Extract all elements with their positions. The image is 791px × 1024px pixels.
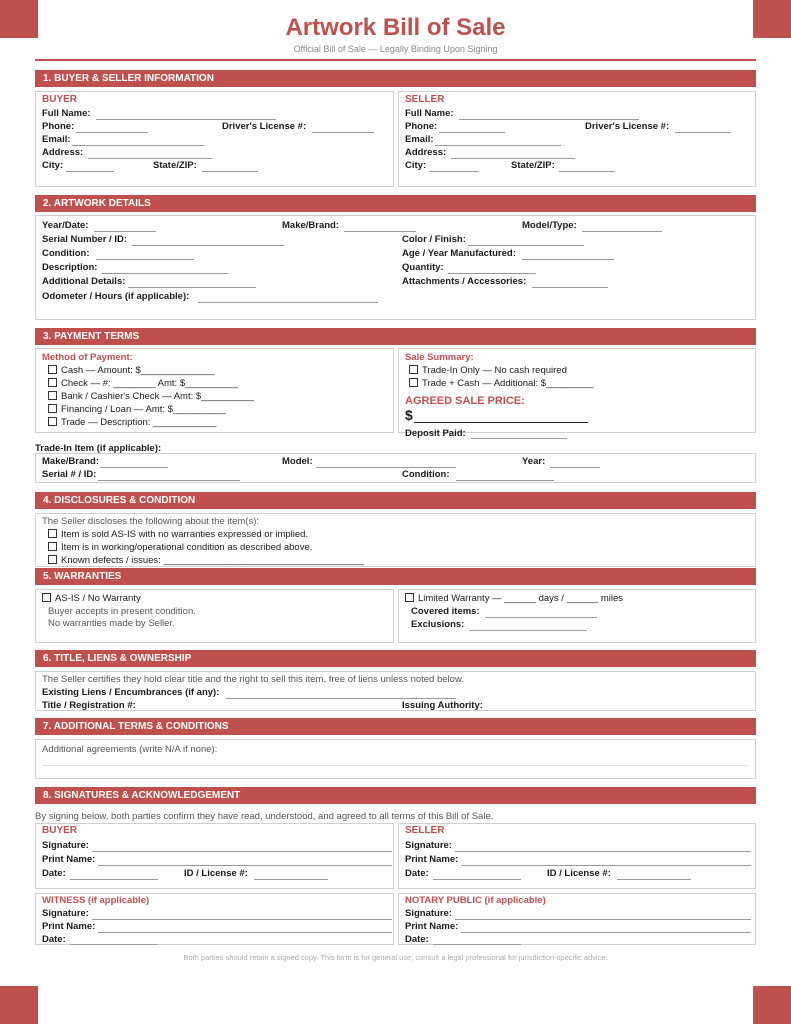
serial-number-field[interactable] (132, 245, 284, 246)
odometer-field[interactable] (198, 302, 378, 303)
seller-id-license-label: ID / License #: (547, 868, 611, 879)
seller-license-label: Driver's License #: (585, 121, 670, 132)
artwork-details-box (35, 215, 756, 320)
seller-id-license-field[interactable] (617, 879, 691, 880)
age-label: Age / Year Manufactured: (402, 248, 516, 259)
seller-city-label: City: (405, 160, 427, 171)
seller-signature-field[interactable] (455, 851, 751, 852)
year-date-field[interactable] (94, 231, 156, 232)
buyer-heading: BUYER (42, 94, 78, 105)
seller-phone-field[interactable] (439, 132, 505, 133)
corner-decoration-bottom-right (753, 986, 791, 1024)
witness-signature-field[interactable] (92, 919, 392, 920)
buyer-email-field[interactable] (72, 145, 204, 146)
section-header-artwork: 2. ARTWORK DETAILS (35, 195, 756, 212)
buyer-id-license-field[interactable] (254, 879, 328, 880)
seller-full-name-field[interactable] (459, 119, 639, 120)
method-heading: Method of Payment: (42, 352, 133, 363)
seller-city-field[interactable] (429, 171, 479, 172)
title-liens-box (35, 671, 756, 711)
witness-date-field[interactable] (70, 944, 158, 945)
trade-in-year-field[interactable] (550, 467, 600, 468)
buyer-city-label: City: (42, 160, 64, 171)
buyer-license-label: Driver's License #: (222, 121, 307, 132)
title-rule (35, 59, 756, 61)
cash-checkbox[interactable] (48, 365, 57, 374)
limited-warranty-checkbox[interactable] (405, 593, 414, 602)
buyer-signature-heading: BUYER (42, 825, 78, 836)
seller-signature-box (398, 823, 756, 889)
working-checkbox[interactable] (48, 542, 57, 551)
quantity-field[interactable] (448, 273, 536, 274)
trade-in-box (35, 453, 756, 483)
color-finish-label: Color / Finish: (402, 234, 466, 245)
seller-license-field[interactable] (675, 132, 731, 133)
as-is-warranty-option[interactable] (42, 593, 141, 604)
existing-liens-field[interactable] (226, 698, 456, 699)
no-warranty-box (35, 589, 394, 643)
payment-financing-option[interactable] (48, 404, 226, 415)
exclusions-field[interactable] (469, 630, 587, 631)
buyer-address-label: Address: (42, 147, 84, 158)
buyer-date-field[interactable] (70, 879, 158, 880)
existing-liens-label: Existing Liens / Encumbrances (if any): (42, 687, 220, 698)
witness-date-label: Date: (42, 934, 66, 945)
trade-cash-option[interactable] (409, 378, 594, 389)
buyer-signature-label: Signature: (42, 840, 89, 851)
financing-checkbox[interactable] (48, 404, 57, 413)
witness-print-name-field[interactable] (98, 932, 392, 933)
cash-label: Cash — Amount: $______________ (61, 365, 215, 376)
buyer-print-name-field[interactable] (98, 865, 392, 866)
seller-date-field[interactable] (433, 879, 521, 880)
additional-terms-box (35, 739, 756, 779)
registration-label: Title / Registration #: (42, 700, 136, 711)
witness-box (35, 893, 394, 945)
condition-label: Condition: (42, 248, 90, 259)
seller-signature-label: Signature: (405, 840, 452, 851)
limited-warranty-option[interactable] (405, 593, 623, 604)
serial-number-label: Serial Number / ID: (42, 234, 127, 245)
as-is-warranty-checkbox[interactable] (42, 593, 51, 602)
trade-in-only-checkbox[interactable] (409, 365, 418, 374)
sale-summary-box (398, 348, 756, 439)
trade-cash-label: Trade + Cash — Additional: $_________ (422, 378, 594, 389)
section-header-signatures: 8. SIGNATURES & ACKNOWLEDGEMENT (35, 787, 756, 804)
trade-in-make-field[interactable] (100, 467, 168, 468)
additional-terms-prompt: Additional agreements (write N/A if none): (42, 744, 218, 755)
notary-print-name-label: Print Name: (405, 921, 459, 932)
seller-info-box (398, 91, 756, 187)
make-brand-field[interactable] (344, 231, 416, 232)
trade-in-condition-field[interactable] (456, 480, 554, 481)
seller-date-label: Date: (405, 868, 429, 879)
buyer-state-zip-label: State/ZIP: (153, 160, 197, 171)
buyer-email-label: Email: (42, 134, 71, 145)
defects-disclosure-label: Known defects / issues: ______________________________________ (61, 555, 365, 566)
financing-label: Financing / Loan — Amt: $__________ (61, 404, 226, 415)
attachments-label: Attachments / Accessories: (402, 276, 527, 287)
title-certification-text: The Seller certifies they hold clear title and the right to sell this item, free of liens unless noted below. (42, 674, 464, 685)
witness-signature-label: Signature: (42, 908, 89, 919)
signature-intro: By signing below, both parties confirm they have read, understood, and agreed to all terms of this Bill of Sale. (35, 811, 494, 822)
notary-date-label: Date: (405, 934, 429, 945)
trade-in-model-field[interactable] (316, 467, 456, 468)
seller-print-name-label: Print Name: (405, 854, 459, 865)
issuing-authority-label: Issuing Authority: (402, 700, 483, 711)
section-header-disclosures: 4. DISCLOSURES & CONDITION (35, 492, 756, 509)
no-warranties-text: No warranties made by Seller. (48, 618, 175, 629)
agreed-price-field[interactable] (414, 422, 588, 423)
buyer-signature-box (35, 823, 394, 889)
quantity-label: Quantity: (402, 262, 444, 273)
section-header-payment: 3. PAYMENT TERMS (35, 328, 756, 345)
additional-details-label: Additional Details: (42, 276, 126, 287)
notary-heading: NOTARY PUBLIC (if applicable) (405, 895, 546, 906)
sale-summary-heading: Sale Summary: (405, 352, 474, 363)
disclosures-box (35, 513, 756, 567)
payment-cash-option[interactable] (48, 365, 215, 376)
notary-signature-field[interactable] (455, 919, 751, 920)
trade-in-serial-label: Serial # / ID: (42, 469, 97, 480)
year-date-label: Year/Date: (42, 220, 89, 231)
as-is-checkbox[interactable] (48, 529, 57, 538)
payment-trade-option[interactable] (48, 417, 216, 428)
make-brand-label: Make/Brand: (282, 220, 340, 231)
trade-in-item-label: Trade-In Item (if applicable): (35, 443, 162, 454)
notary-box (398, 893, 756, 945)
condition-field[interactable] (96, 259, 194, 260)
buyer-id-license-label: ID / License #: (184, 868, 248, 879)
buyer-license-field[interactable] (312, 132, 374, 133)
seller-state-zip-label: State/ZIP: (511, 160, 555, 171)
trade-in-make-label: Make/Brand: (42, 456, 100, 467)
trade-in-serial-field[interactable] (98, 480, 240, 481)
covered-items-field[interactable] (485, 617, 597, 618)
witness-print-name-label: Print Name: (42, 921, 96, 932)
deposit-label: Deposit Paid: (405, 428, 466, 439)
buyer-accepts-text: Buyer accepts in present condition. (48, 606, 196, 617)
as-is-disclosure-label: Item is sold AS-IS with no warranties expressed or implied. (61, 529, 309, 540)
trade-checkbox[interactable] (48, 417, 57, 426)
age-field[interactable] (522, 259, 614, 260)
additional-details-field[interactable] (128, 287, 256, 288)
deposit-field[interactable] (471, 438, 567, 439)
seller-address-field[interactable] (451, 158, 575, 159)
seller-address-label: Address: (405, 147, 447, 158)
working-disclosure-label: Item is in working/operational condition as described above. (61, 542, 313, 553)
color-finish-field[interactable] (468, 245, 584, 246)
buyer-phone-label: Phone: (42, 121, 75, 132)
buyer-full-name-field[interactable] (96, 119, 276, 120)
footer-disclaimer: Both parties should retain a signed copy. This form is for general use; consult a legal professional for jurisdiction-specific advice. (183, 953, 608, 962)
trade-in-only-label: Trade-In Only — No cash required (422, 365, 567, 376)
buyer-signature-field[interactable] (92, 851, 392, 852)
payment-method-box (35, 348, 394, 433)
seller-email-label: Email: (405, 134, 434, 145)
check-checkbox[interactable] (48, 378, 57, 387)
notary-print-name-field[interactable] (461, 932, 751, 933)
notary-date-field[interactable] (433, 944, 521, 945)
model-type-label: Model/Type: (522, 220, 577, 231)
seller-signature-heading: SELLER (405, 825, 445, 836)
buyer-info-box (35, 91, 394, 187)
seller-full-name-label: Full Name: (405, 108, 454, 119)
section-header-parties: 1. BUYER & SELLER INFORMATION (35, 70, 756, 87)
limited-warranty-label: Limited Warranty — ______ days / ______ miles (418, 593, 624, 604)
payment-bank-option[interactable] (48, 391, 254, 402)
buyer-print-name-label: Print Name: (42, 854, 96, 865)
defects-disclosure-option[interactable] (48, 555, 364, 566)
trade-in-condition-label: Condition: (402, 469, 450, 480)
limited-warranty-box (398, 589, 756, 643)
seller-heading: SELLER (405, 94, 445, 105)
defects-checkbox[interactable] (48, 555, 57, 564)
buyer-full-name-label: Full Name: (42, 108, 91, 119)
bank-label: Bank / Cashier's Check — Amt: $__________ (61, 391, 254, 402)
notary-signature-label: Signature: (405, 908, 452, 919)
description-field[interactable] (102, 273, 228, 274)
model-type-field[interactable] (582, 231, 662, 232)
buyer-phone-field[interactable] (76, 132, 148, 133)
section-header-warranties: 5. WARRANTIES (35, 568, 756, 585)
working-disclosure-option[interactable] (48, 542, 312, 553)
trade-in-year-label: Year: (522, 456, 546, 467)
section-header-additional-terms: 7. ADDITIONAL TERMS & CONDITIONS (35, 718, 756, 735)
additional-terms-line-1[interactable] (42, 765, 748, 766)
odometer-label: Odometer / Hours (if applicable): (42, 291, 190, 302)
covered-items-label: Covered items: (411, 606, 480, 617)
as-is-disclosure-option[interactable] (48, 529, 308, 540)
witness-heading: WITNESS (if applicable) (42, 895, 150, 906)
trade-in-model-label: Model: (282, 456, 313, 467)
trade-in-only-option[interactable] (409, 365, 567, 376)
agreed-price-label: AGREED SALE PRICE: (405, 395, 525, 407)
payment-check-option[interactable] (48, 378, 238, 389)
seller-email-field[interactable] (435, 145, 561, 146)
trade-label: Trade — Description: ____________ (61, 417, 217, 428)
seller-phone-label: Phone: (405, 121, 438, 132)
exclusions-label: Exclusions: (411, 619, 465, 630)
seller-print-name-field[interactable] (461, 865, 751, 866)
as-is-warranty-label: AS-IS / No Warranty (55, 593, 141, 604)
check-label: Check — #: ________ Amt: $__________ (61, 378, 238, 389)
attachments-field[interactable] (532, 287, 608, 288)
page-subtitle: Official Bill of Sale — Legally Binding Upon Signing (293, 44, 498, 54)
buyer-state-zip-field[interactable] (202, 171, 258, 172)
description-label: Description: (42, 262, 98, 273)
bank-checkbox[interactable] (48, 391, 57, 400)
buyer-address-field[interactable] (88, 158, 212, 159)
seller-state-zip-field[interactable] (559, 171, 615, 172)
page-title: Artwork Bill of Sale (285, 14, 506, 41)
corner-decoration-bottom-left (0, 986, 38, 1024)
buyer-date-label: Date: (42, 868, 66, 879)
disclosure-intro: The Seller discloses the following about the item(s): (42, 516, 260, 527)
trade-cash-checkbox[interactable] (409, 378, 418, 387)
section-header-title-liens: 6. TITLE, LIENS & OWNERSHIP (35, 650, 756, 667)
dollar-sign: $ (405, 407, 413, 423)
buyer-city-field[interactable] (66, 171, 114, 172)
